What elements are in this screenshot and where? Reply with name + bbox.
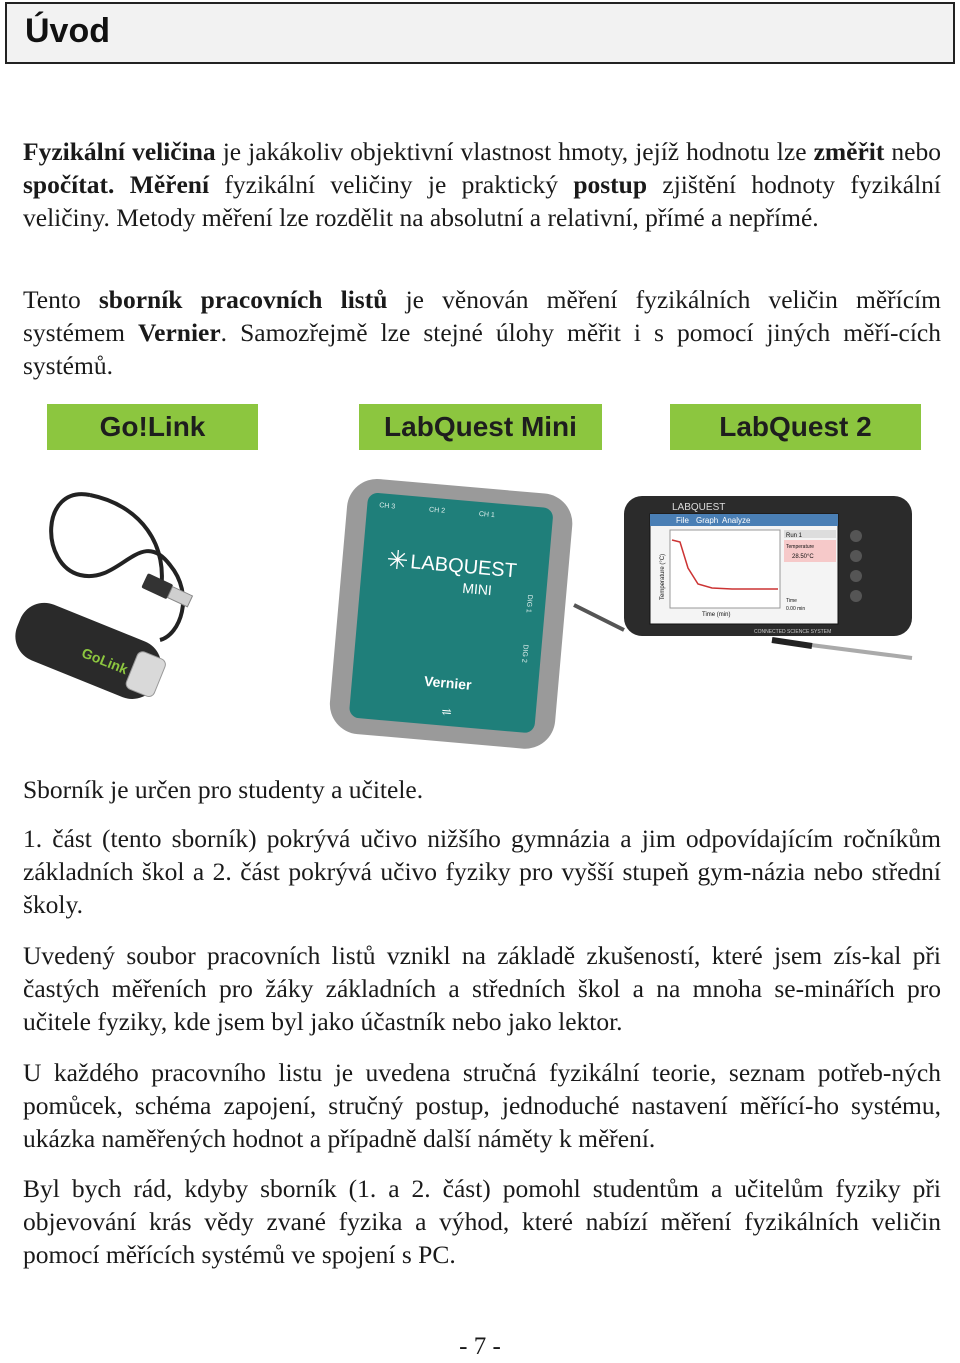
term-physical-quantity: Fyzikální veličina	[23, 137, 216, 166]
intro-paragraph-1	[23, 135, 941, 234]
lq2-cable	[574, 605, 624, 630]
mini-sub: MINI	[461, 579, 493, 599]
lq2-readout-name: Temperature	[786, 544, 815, 550]
lq2-time-label: Time	[786, 598, 797, 604]
origin-paragraph: Uvedený soubor pracovních listů vznikl na základě zkušeností, které jsem zís-kal při častých měřeních pro žáky základních a středních škol a na mnoha se-minářích pro učitele fyziky, kde jsem byl jako účastník nebo jako lektor.	[23, 941, 941, 1036]
lq2-readout-value: 28.50°C	[792, 554, 814, 560]
lq2-button-3	[850, 570, 862, 582]
mini-ch2: CH 2	[428, 506, 446, 515]
term-calculate: spočítat.	[23, 170, 115, 199]
text-run: fyzikální veličiny je praktický	[209, 170, 574, 199]
page-title: Úvod	[25, 12, 110, 50]
parts-paragraph: 1. část (tento sborník) pokrývá učivo nižšího gymnázia a jim odpovídajícím ročníkům základních škol a 2. část pokrývá učivo fyziky pro vyšší stupeň gym-názia nebo střední školy.	[23, 824, 941, 919]
golink-body	[8, 595, 171, 708]
term-procedure: postup	[573, 170, 648, 199]
contents-paragraph: U každého pracovního listu je uvedena stručná fyzikální teorie, seznam potřeb-ných pomůcek, schéma zapojení, stručný postup, jednoduché nastavení měřící-ho systému, ukázka naměřených hodnot a případně další náměty k měření.	[23, 1058, 941, 1153]
golink-image	[20, 455, 220, 695]
lq2-menu-file: File	[676, 516, 689, 525]
lq2-brand: LABQUEST	[672, 502, 726, 513]
temperature-probe-handle	[772, 640, 812, 646]
lq2-menu-graph: Graph	[696, 516, 719, 525]
page-number: - 7 -	[459, 1333, 501, 1360]
labquest-mini-image	[330, 478, 576, 753]
lq2-footer: CONNECTED SCIENCE SYSTEM	[754, 629, 832, 635]
term-measurement: Měření	[129, 170, 210, 199]
mini-dig2: DIG 2	[520, 644, 529, 663]
lq2-button-2	[850, 550, 862, 562]
heading-box	[5, 2, 955, 64]
burst-icon: ✳	[385, 545, 410, 576]
mini-ch1: CH 1	[478, 510, 496, 520]
lq2-button-1	[850, 530, 862, 542]
text-run: Tento	[23, 285, 99, 314]
text-run: je jakákoliv objektivní vlastnost hmoty, jejíž hodnotu lze	[215, 137, 814, 166]
lq2-menu-analyze: Analyze	[722, 516, 751, 525]
closing-paragraph: Byl bych rád, kdyby sborník (1. a 2. část) pomohl studentům a učitelům fyziky při objevování krás vědy zvané fyzika a výhod, které nabízí měření fyzikálních veličin pomocí měřících systémů ve spojení s PC.	[23, 1174, 941, 1269]
text-run: . Samozřejmě lze stejné úlohy měřit i s pomocí jiných měří-cích systémů.	[23, 318, 941, 380]
golink-label: Go!Link	[47, 404, 258, 450]
lq2-run: Run 1	[786, 533, 803, 539]
term-worksheet-collection: sborník pracovních listů	[98, 285, 388, 314]
lq2-time-value: 0.00 min	[786, 606, 806, 612]
labquest2-image	[572, 490, 927, 690]
mini-maker: Vernier	[423, 672, 473, 693]
golink-device-text: GoLink	[79, 644, 131, 678]
usb-plug	[141, 573, 193, 609]
text-run: zjištění hodnoty fyzikální veličiny. Metody měření lze rozdělit na absolutní a relativní, přímé a nepřímé.	[23, 170, 941, 232]
intro-paragraph-2	[23, 283, 941, 382]
term-vernier: Vernier	[138, 318, 221, 347]
mini-teal-panel	[349, 492, 554, 733]
mini-dig1: DIG 1	[524, 594, 534, 614]
lq2-plot-area	[670, 530, 780, 608]
lq2-button-4	[850, 590, 862, 602]
mini-ch3: CH 3	[378, 502, 396, 511]
text-run: je věnován měření fyzikálních veličin měřícím systémem	[23, 285, 941, 347]
lq2-x-axis: Time (min)	[702, 612, 731, 618]
lq2-y-axis: Temperature (°C)	[660, 553, 666, 600]
text-run: nebo	[884, 137, 941, 166]
text-run	[114, 170, 129, 199]
audience-paragraph: Sborník je určen pro studenty a učitele.	[23, 775, 424, 804]
term-measure: změřit	[813, 137, 885, 166]
mini-brand: LABQUEST	[409, 551, 518, 583]
usb-icon: ⇌	[440, 704, 453, 720]
labquest2-label: LabQuest 2	[670, 404, 921, 450]
labquest-mini-label: LabQuest Mini	[359, 404, 602, 450]
